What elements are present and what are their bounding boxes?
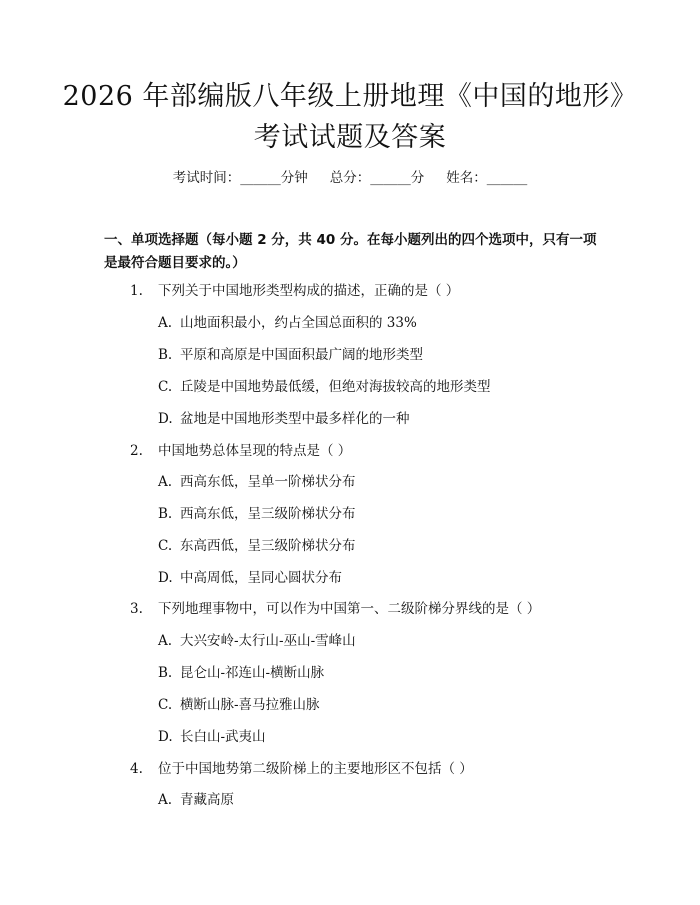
question-text: 下列关于中国地形类型构成的描述，正确的是（ ）	[158, 283, 460, 299]
question-number: 3.	[130, 601, 143, 617]
option-letter: D.	[158, 411, 173, 427]
option-letter: A.	[158, 315, 173, 331]
option-letter: B.	[158, 506, 173, 522]
student-name-field: 姓名：______	[446, 170, 528, 186]
option-item	[158, 695, 320, 715]
option-item	[158, 504, 356, 524]
option-text: 青藏高原	[180, 792, 234, 808]
option-item	[158, 345, 423, 365]
option-item	[158, 536, 356, 556]
question-stem	[130, 759, 473, 779]
option-letter: D.	[158, 729, 173, 745]
option-letter: C.	[158, 697, 173, 713]
option-text: 长白山-武夷山	[180, 729, 266, 745]
option-letter: B.	[158, 665, 173, 681]
question-stem	[130, 441, 351, 461]
question-number: 2.	[130, 443, 143, 459]
question-number: 4.	[130, 761, 143, 777]
total-score-field: 总分：______分	[329, 170, 425, 186]
option-item	[158, 313, 417, 333]
option-text: 山地面积最小，约占全国总面积的 33%	[180, 315, 417, 331]
option-text: 横断山脉-喜马拉雅山脉	[180, 697, 320, 713]
option-item	[158, 727, 266, 747]
option-text: 盆地是中国地形类型中最多样化的一种	[180, 411, 410, 427]
option-letter: A.	[158, 474, 173, 490]
option-item	[158, 472, 356, 492]
option-text: 西高东低，呈单一阶梯状分布	[180, 474, 356, 490]
option-item	[158, 409, 410, 429]
option-text: 平原和高原是中国面积最广阔的地形类型	[180, 347, 423, 363]
question-text: 下列地理事物中，可以作为中国第一、二级阶梯分界线的是（ ）	[158, 601, 541, 617]
question-text: 位于中国地势第二级阶梯上的主要地形区不包括（ ）	[158, 761, 473, 777]
question-stem	[130, 599, 540, 619]
option-text: 丘陵是中国地势最低缓，但绝对海拔较高的地形类型	[180, 379, 491, 395]
option-text: 中高周低，呈同心圆状分布	[180, 570, 342, 586]
option-text: 大兴安岭-太行山-巫山-雪峰山	[180, 633, 356, 649]
option-letter: A.	[158, 792, 173, 808]
option-letter: A.	[158, 633, 173, 649]
document-title: 2026 年部编版八年级上册地理《中国的地形》考试试题及答案	[62, 81, 638, 153]
option-letter: C.	[158, 379, 173, 395]
exam-info-line	[0, 167, 700, 189]
option-item	[158, 377, 491, 397]
option-letter: D.	[158, 570, 173, 586]
option-letter: B.	[158, 347, 173, 363]
option-item	[158, 631, 356, 651]
option-text: 西高东低，呈三级阶梯状分布	[180, 506, 356, 522]
option-text: 东高西低，呈三级阶梯状分布	[180, 538, 356, 554]
option-item	[158, 790, 234, 810]
option-item	[158, 663, 324, 683]
question-number: 1.	[130, 283, 143, 299]
option-item	[158, 568, 342, 588]
section-heading-single-choice: 一、单项选择题（每小题 2 分，共 40 分。在每小题列出的四个选项中，只有一项是最符合题目要求的。）	[104, 232, 597, 271]
option-text: 昆仑山-祁连山-横断山脉	[180, 665, 325, 681]
exam-time-field: 考试时间：______分钟	[172, 170, 308, 186]
option-letter: C.	[158, 538, 173, 554]
question-text: 中国地势总体呈现的特点是（ ）	[158, 443, 352, 459]
question-stem	[130, 281, 459, 301]
